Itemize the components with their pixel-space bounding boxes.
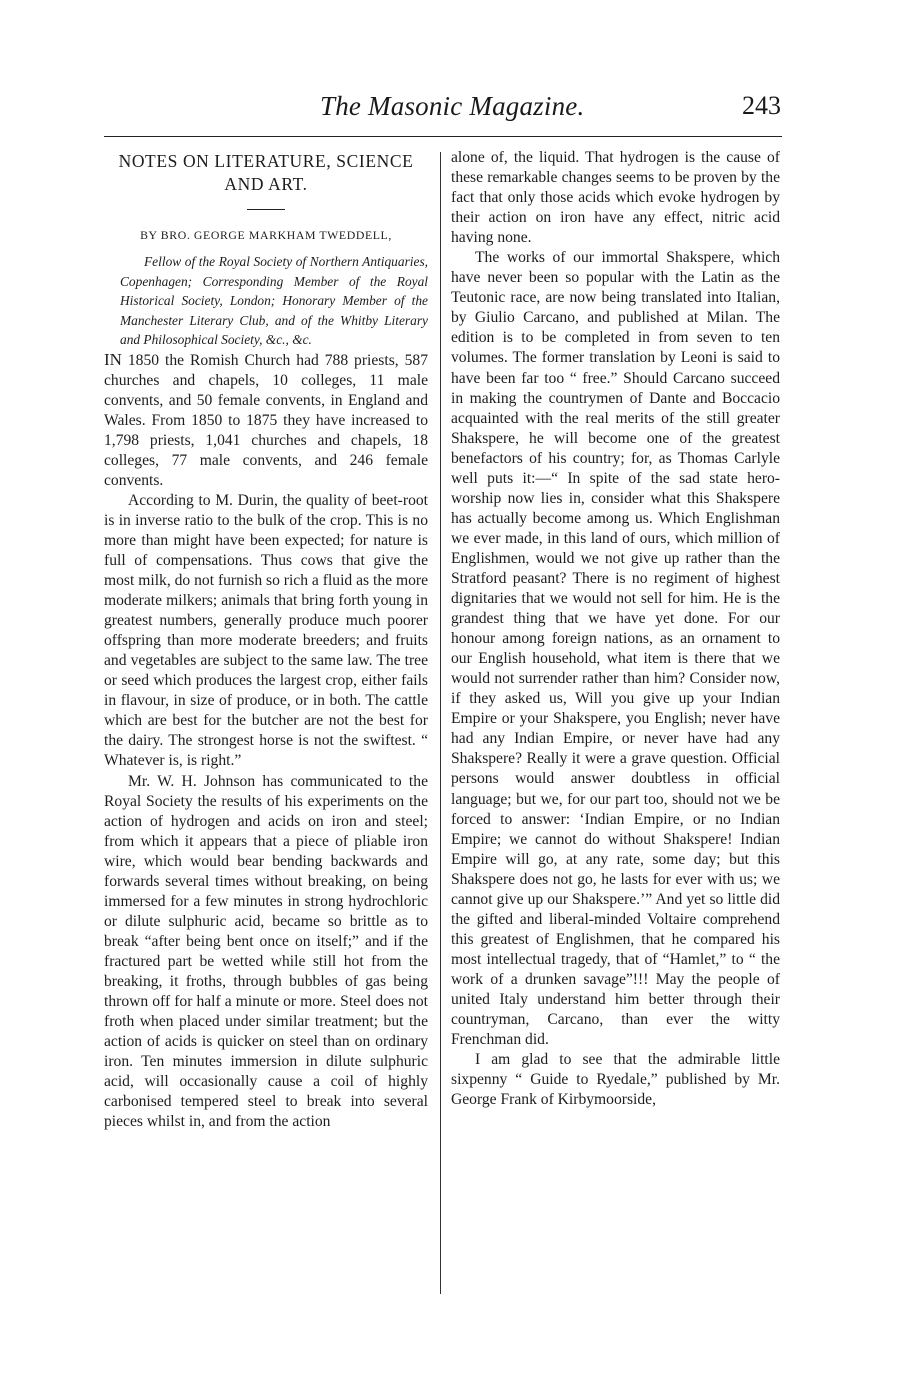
author-byline: BY BRO. GEORGE MARKHAM TWEDDELL,	[140, 228, 392, 242]
right-column	[451, 148, 780, 1110]
left-column	[104, 148, 428, 1132]
author-credentials: Fellow of the Royal Society of Northern Antiquaries, Copenhagen; Corresponding Member of the Royal Historical Society, London; Honorary Member of the Manchester Literary Club, and of the Whitby Literary and Philosophical Society, &c., &c.	[120, 254, 428, 348]
paragraph-lead: IN	[104, 349, 122, 369]
page-number: 243	[742, 91, 781, 120]
paragraph-hydrogen-continued: alone of, the liquid. That hydrogen is the cause of these remarkable changes seems to be proven by the fact that only those acids which evoke hydrogen by their action on iron have any effect, nitric acid having none.	[451, 149, 780, 247]
paragraph-beet-root: According to M. Durin, the quality of beet-root is in inverse ratio to the bulk of the crop. This is no more than might have been expected; for nature is full of compensations. Thus cows that give the most milk, do not furnish so rich a fluid as the more moderate milkers; animals that bring forth young in greatest numbers, generally produce much poorer offspring than more moderate breeders; and fruits and vegetables are subject to the same law. The tree or seed which produces the largest crop, either fails in flavour, in size of produce, or in both. The cattle which are best for the butcher are not the best for the dairy. The strongest horse is not the swiftest. “ Whatever is, is right.”	[104, 491, 428, 770]
paragraph-church-statistics	[104, 350, 428, 491]
running-title: The Masonic Magazine.	[320, 91, 585, 121]
header-rule	[104, 136, 782, 137]
title-divider	[247, 209, 285, 210]
paragraph-ryedale: I am glad to see that the admirable little sixpenny “ Guide to Ryedale,” published by Mr. George Frank of Kirbymoorside,	[451, 1051, 780, 1109]
article-title: NOTES ON LITERATURE, SCIENCE AND ART.	[118, 151, 414, 194]
paragraph-hydrogen: Mr. W. H. Johnson has communicated to the Royal Society the results of his experiments on the action of hydrogen and acids on iron and steel; from which it appears that a piece of pliable iron wire, which would bear bending backwards and forwards several times without breaking, on being immersed for a few minutes in strong hydrochloric or dilute sulphuric acid, became so brittle as to break “after being bent once on itself;” and if the fractured part be wetted while still hot from the breaking, it froths, through bubbles of gas being thrown off for half a minute or more. Steel does not froth when placed under similar treatment; but the action of acids is quicker on steel than on ordinary iron. Ten minutes immersion in dilute sulphuric acid, will occasionally cause a coil of highly carbonised tempered steel to break into several pieces whilst in, and from the action	[104, 772, 428, 1131]
column-rule	[440, 152, 441, 1294]
paragraph-text: 1850 the Romish Church had 788 priests, 587 churches and chapels, 10 colleges, 11 male convents, and 50 female convents, in England and Wales. From 1850 to 1875 they have increased to 1,798 priests, 1,041 churches and chapels, 18 colleges, 77 male convents, and 246 female convents.	[104, 351, 428, 489]
paragraph-shakspere: The works of our immortal Shakspere, which have never been so popular with the Latin as the Teutonic race, are now being translated into Italian, by Giulio Carcano, and published at Milan. The edition is to be completed in from seven to ten volumes. The former translation by Leoni is said to have been far too “ free.” Should Carcano succeed in making the countrymen of Dante and Boccacio acquainted with the real merits of the still greater Shakspere, he will become one of the greatest benefactors of his country; for, as Thomas Carlyle well puts it:—“ In spite of the sad state hero-worship now lies in, consider what this Shakspere has actually become among us. Which Englishman we ever made, in this land of ours, which million of Englishmen, would we not give up rather than the Stratford peasant? There is no regiment of highest dignitaries that we would not sell for him. He is the grandest thing that we have yet done. For our honour among foreign nations, as an ornament to our English household, what item is there that we would not surrender rather than him? Consider now, if they asked us, Will you give up your Indian Empire or your Shakspere, you English; never have had any Indian Empire, or never have had any Shakspere? Really it were a grave question. Official persons would answer doubtless in official language; but we, for our part too, should not we be forced to answer: ‘Indian Empire, or no Indian Empire; we cannot do without Shakspere! Indian Empire will go, at any rate, some day; but this Shakspere does not go, he lasts for ever with us; we cannot give up our Shakspere.’” And yet so little did the gifted and liberal-minded Voltaire comprehend this greatest of Englishmen, that he compared his most intellectual tragedy, that of “Hamlet,” to “ the work of a drunken savage”!!! May the people of united Italy understand him better through their countryman, Carcano, than ever the witty Frenchman did.	[451, 249, 780, 1049]
